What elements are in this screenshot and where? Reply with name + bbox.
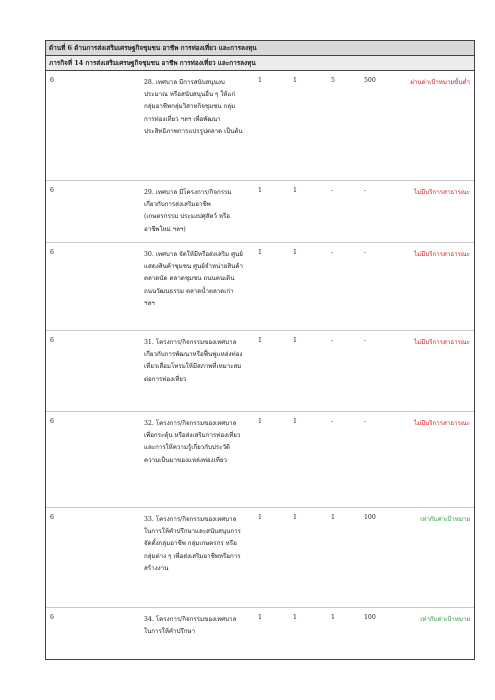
strategy-header: ด้านที่ 6 ด้านการส่งเสริมเศรษฐกิจชุมชน อาชีพ การท่องเที่ยว และการลงทุน [46, 41, 474, 56]
row-description: 29. เทศบาล มีโครงการ/กิจกรรมเกี่ยวกับการส่งเสริมอาชีพ (เกษตรกรรม ประมงปศุสัตว์ หรืออาชีพใหม่ ฯลฯ) [144, 189, 232, 233]
table-row [46, 411, 474, 508]
row-status: ไม่มีบริการสาธารณะ [414, 339, 470, 346]
table-row [46, 71, 474, 180]
report-table [45, 40, 475, 660]
row-value-4: 100 [364, 614, 376, 621]
row-description: 28. เทศบาล มีการสนับสนุนงบประมาณ หรือสนับสนุนอื่น ๆ ให้แก่กลุ่มอาชีพกลุ่มวิสาหกิจชุมชน กลุ่มการท่องเที่ยว ฯลฯ เพื่อพัฒนาประสิทธิภาพการแปรรูปตลาด เป็นต้น [144, 79, 243, 135]
row-value-3: - [331, 337, 334, 344]
row-value-4: - [364, 418, 367, 425]
row-value-2: 1 [293, 249, 297, 256]
row-value-3: 1 [331, 514, 335, 521]
row-code: 6 [50, 614, 54, 621]
row-value-4: - [364, 337, 367, 344]
row-description: 33. โครงการ/กิจกรรมของเทศบาล ในการให้คำปรึกษาและสนับสนุนการจัดตั้งกลุ่มอาชีพ กลุ่มเกษตรกร หรือกลุ่มต่าง ๆ เพื่อส่งเสริมอาชีพหรือการสร้างงาน [144, 516, 241, 572]
row-status: ไม่มีบริการสาธารณะ [414, 189, 470, 196]
row-status: เท่ากับค่าเป้าหมาย [420, 616, 470, 623]
row-value-1: 1 [258, 77, 262, 84]
row-value-1: 1 [258, 418, 262, 425]
table-row [46, 607, 474, 660]
row-value-1: 1 [258, 614, 262, 621]
table-row [46, 330, 474, 412]
table-row [46, 180, 474, 243]
row-description: 34. โครงการ/กิจกรรมของเทศบาล ในการให้คำปรึกษา [144, 616, 237, 636]
table-row [46, 242, 474, 331]
row-code: 6 [50, 249, 54, 256]
row-value-3: - [331, 187, 334, 194]
row-value-1: 1 [258, 514, 262, 521]
row-code: 6 [50, 187, 54, 194]
row-value-1: 1 [258, 337, 262, 344]
row-value-3: 1 [331, 614, 335, 621]
row-description: 31. โครงการ/กิจกรรมของเทศบาล เกี่ยวกับการพัฒนาหรือฟื้นฟูแหล่งท่องเที่ยวเสื่อมโทรมให้มีสภาพที่เหมาะสมต่อการท่องเที่ยว [144, 339, 243, 383]
row-status: เท่ากับค่าเป้าหมาย [420, 516, 470, 523]
row-status: ไม่มีบริการสาธารณะ [414, 251, 470, 258]
row-status: ผ่านค่าเป้าหมายขั้นต่ำ [410, 79, 470, 86]
row-value-2: 1 [293, 187, 297, 194]
table-body [46, 71, 474, 660]
row-code: 6 [50, 77, 54, 84]
mission-header: ภารกิจที่ 14 การส่งเสริมเศรษฐกิจชุมชน อาชีพ การท่องเที่ยว และการลงทุน [46, 56, 474, 71]
row-code: 6 [50, 514, 54, 521]
row-value-2: 1 [293, 77, 297, 84]
row-value-2: 1 [293, 337, 297, 344]
row-value-3: 5 [331, 77, 335, 84]
row-code: 6 [50, 418, 54, 425]
row-value-1: 1 [258, 249, 262, 256]
row-description: 30. เทศบาล จัดให้มีหรือส่งเสริม ศูนย์แสดงสินค้าชุมชน ศูนย์จำหน่ายสินค้าตลาดนัด ตลาดชุมชน ถนนคนเดิน ถนนวัฒนธรรม ตลาดน้ำตลาดเก่า ฯลฯ [144, 251, 244, 307]
row-value-2: 1 [293, 614, 297, 621]
row-value-4: - [364, 249, 367, 256]
row-value-2: 1 [293, 514, 297, 521]
row-value-2: 1 [293, 418, 297, 425]
row-status: ไม่มีบริการสาธารณะ [414, 420, 470, 427]
row-value-1: 1 [258, 187, 262, 194]
row-code: 6 [50, 337, 54, 344]
table-row [46, 507, 474, 608]
row-description: 32. โครงการ/กิจกรรมของเทศบาล เพื่อกระตุ้น หรือส่งเสริมการท่องเที่ยว และการให้ความรู้เกี่ยวกับประวัติความเป็นมาของแหล่งท่องเที่ยว [144, 420, 241, 464]
row-value-4: 500 [364, 77, 376, 84]
row-value-4: 100 [364, 514, 376, 521]
row-value-4: - [364, 187, 367, 194]
row-value-3: - [331, 249, 334, 256]
row-value-3: - [331, 418, 334, 425]
